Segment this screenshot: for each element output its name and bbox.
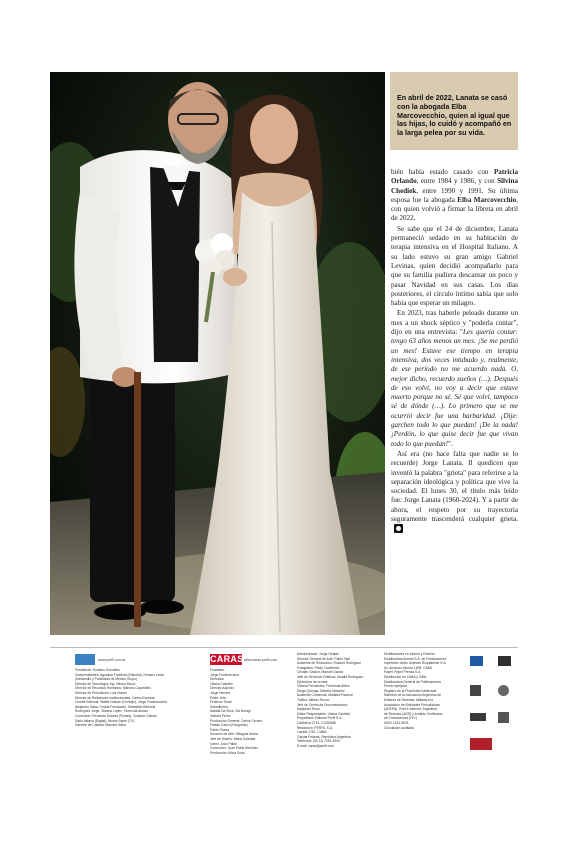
masthead-line: Editores de Revistas. Afiliada a la (384, 697, 433, 702)
masthead-line: Asistente Comercial: Mariana Pascual (297, 693, 353, 698)
masthead-line: (Desarrollo y Publicidad de Medios Grupo) (75, 677, 138, 682)
interview-quote: Les quería contar: tengo 63 años menos un mes. ¡Se me perdió un mes! Estuve ese tiempo en terapia intensiva, dos veces intubado y, realmente, de ese período no me acuerdo nada. O, mejor dicho, recuerdo sueños (…). Después de eso volví, no voy a decir que estuve muerto porque no sé. Sé que volví, tampoco sé de dónde (…). Lo primero que se me ocurrió decir fue una barbaridad. ¡Dije: garchen todo lo que puedan! ¡De la nada! ¡Perdón, lo que quise decir fue que vivan todo lo que puedan! (391, 328, 518, 448)
masthead-line: Distribuidora General de Publicaciones (384, 679, 441, 684)
masthead-line: de Circulaciones (IVC) (384, 716, 417, 721)
text-run: ". (447, 439, 453, 448)
masthead-line: Registro de la Propiedad Intelectual (384, 688, 437, 693)
masthead-line: California 2715, C1289ABI (297, 720, 337, 725)
name-silvina-chediek: Silvina Chediek (391, 177, 518, 195)
masthead-line: Lavalle 1751, CABA (297, 730, 327, 735)
masthead-line: Alejandro Saba, Cecilia Fernández, Sebastián Bertolini (75, 704, 156, 709)
masthead-line: Diego Quiroga, Mariela Sánchez (297, 688, 345, 693)
name-patricia-orlando: Patricia Orlando (391, 168, 518, 186)
caras-logo: CARAS (210, 654, 244, 664)
perfil-url: www.perfil.com.ar (98, 658, 126, 662)
masthead-line: Producción General: Carlos Cerone (210, 718, 263, 723)
article-paragraph-2: Se sabe que el 24 de diciembre, Lanata permaneció sedado en su habitación de terapia intensiva en el Hospital Italiano. A su lado estuvo su gran amigo Gabriel Levinas, quien decidió acompañarlo para que su familia pudiera descansar un poco y pasar Navidad en sus casas. Los días posteriores, el círculo íntimo sabía que solo había que esperar un milagro. (391, 224, 518, 308)
masthead-line: Federico Terán (210, 700, 232, 705)
masthead-line: Director de Relaciones Institucionales: Carlos Escarda (75, 695, 155, 700)
masthead-line: Subeditores: (210, 704, 229, 709)
masthead-line: Impresión: Artes Gráficas Rioplatense S.A. (384, 661, 447, 666)
photo-caption: En abril de 2022, Lanata se casó con la abogada Elba Marcovecchio, quien al igual que las hijas, lo cuidó y acompañó en la larga pelea por su vida. (397, 93, 512, 138)
masthead-line: Editor Jefe: (210, 695, 227, 700)
masthead-line: Asistente de Redacción: Rosana Rodríguez (297, 661, 361, 666)
masthead-line: Producción: Alicia Sosa (210, 750, 245, 755)
masthead-line: Director de Recursos Humanos: Marcelo Copaviello (75, 686, 151, 691)
masthead-column-2 (210, 668, 290, 755)
text-run: bién había estado casado con (391, 168, 494, 176)
masthead-line: Papel: Papel Prensa S.A. (384, 670, 422, 675)
masthead-line: Dario Aldana (Digital), Nueva Sanm (TV) (75, 718, 135, 723)
masthead-line: Circulación auditada (384, 725, 414, 730)
caras-url: www.caras.perfil.com (244, 658, 278, 662)
masthead-line: Director Adjunto: (210, 686, 235, 691)
masthead-line: Administrador: Jorge Giraldo (297, 652, 339, 656)
masthead-line: Distribuidores en Interior y Exterior: (384, 652, 436, 656)
verifier-logo-icon (498, 712, 509, 723)
article-body (391, 168, 518, 537)
masthead-line: Capital Federal, República Argentina (297, 734, 351, 739)
masthead-line: Liliana Castaño (210, 681, 233, 686)
masthead-divider (50, 647, 518, 648)
masthead-line: Jefe de Servicios Gráficos: Amalia Rodríguez (297, 674, 364, 679)
masthead-line: de Revistas (AER) y Instituto Verificador (384, 711, 443, 716)
wedding-photo-illustration (50, 72, 385, 635)
masthead-column-4 (384, 652, 466, 730)
masthead-line: Viviana Fernández, Fernanda Allers (297, 684, 350, 689)
text-run: En 2023, tras haberle peleado durante un mes a un shock séptico y "poderla contar", dijo en una entrevista: " (391, 309, 518, 337)
masthead-line: Cerini, Juan Pablo (210, 741, 237, 746)
masthead-line: Fundador: (210, 668, 226, 672)
end-of-article-icon (394, 524, 403, 533)
masthead-column-3 (297, 652, 377, 748)
article-paragraph-4 (391, 450, 518, 536)
masthead-line: ISSN 1234-5678 (384, 720, 409, 725)
adepa-logo-icon (470, 685, 481, 696)
text-run: , entre 1990 y 1991. Su última esposa fue la abogada (391, 186, 518, 204)
masthead-line: Fabián Calvo (Fotografía) (210, 723, 248, 728)
article-paragraph-3 (391, 309, 518, 448)
masthead-line: Fotógrafos: Pablo Cuarterolo (297, 665, 340, 670)
masthead-line: Solución de Arte: Milagros Ibarra (210, 732, 258, 737)
masthead-line: Presidente: Gustavo González (75, 668, 120, 672)
masthead-line: Jorge Herrera (210, 690, 231, 695)
masthead-line: Distribución en CABA y GBA: (384, 674, 427, 679)
masthead-line: Precio ejemplar: (384, 684, 408, 689)
masthead-line: Comité Editorial: Walter Galván (Consejo), Jorge Fontevecchia (75, 700, 167, 705)
aer-logo-icon (470, 656, 483, 666)
masthead-line: Alejandro Roca (297, 707, 320, 712)
masthead-line: Distribuidora Austral S.A. de Publicaciones (384, 656, 447, 661)
masthead-line: (ADEPA). Print & Internet: Argentina (384, 707, 437, 712)
masthead-line: Miembro de la Asociación Argentina de (384, 693, 441, 698)
masthead-line: Propietaria: Editorial Perfil S.A. (297, 716, 343, 721)
masthead-line: Director General de Arte: Pablo Tatti (297, 656, 350, 661)
masthead-line: E-mail: caras@perfil.com (297, 743, 334, 748)
masthead-line: Teléfonos: (54 11) 7091-4900 (297, 739, 340, 744)
association-logo-icon (470, 713, 486, 721)
perfil-logo-icon (75, 654, 95, 665)
masthead-line: Natalia Da Silva, Sol Boragi (210, 709, 251, 714)
masthead-line: Comercial: Fernanda Dolores (Pymes), Gustavo Galvan (75, 713, 157, 718)
perfil-group-logo-icon (470, 738, 492, 750)
masthead-line: Director de Tecnología: Ing. Héctor Mucci (75, 681, 136, 686)
masthead-line: Redacción: PERFIL S.A. (297, 725, 333, 730)
masthead-line: Editor Responsable: Liliana Castaño (297, 711, 351, 716)
text-run: Así era (no hace falta que nadie se lo recuerde) Jorge Lanata. Il quedicen que inventó la palabra "grieta" para referirse a la separación ideológica y política que vive la sociedad. El lunes 30, el título más leído fue: Jorge Lanata (1960-2024). Y a partir de ahora, el respeto por su trayectoria seguramente trascenderá cualquier grieta. (391, 449, 518, 523)
ivc-logo-icon (498, 656, 511, 666)
masthead-line: Victoria Pérez (210, 713, 231, 718)
masthead-line: Rodríguez Jorge, Silvana Lopez, Florencia Alonso (75, 709, 149, 714)
text-run: , con quien volvió a firmar la libreta en abril de 2022. (391, 195, 518, 223)
masthead-line: Jorge Fontevecchia (210, 672, 239, 677)
seal-logo-icon (498, 685, 509, 696)
masthead-line: Vicepresidentes: Agustina Fontenla (Editorial), Horacio Lesta (75, 672, 164, 677)
masthead-line: Ejecutivos de ventas: (297, 679, 329, 684)
masthead-line: Directora: (210, 677, 225, 682)
masthead-line: Av. Amancio Alcorta 1695, CABA (384, 665, 433, 670)
name-elba-marcovecchio: Elba Marcovecchio (457, 195, 517, 204)
wedding-photo (50, 72, 385, 635)
text-run: , entre 1984 y 1986, y con (416, 177, 498, 186)
masthead-line: Pablo Giunta (210, 727, 230, 732)
masthead-line: Cristian Gastón, Manuel Garcia (297, 670, 343, 675)
masthead-line: Gerente de Calidad: Marcelo Saba (75, 723, 126, 728)
masthead-column-1 (75, 668, 200, 728)
masthead-line: Director de Periodismo: Luis Nunes (75, 690, 127, 695)
masthead-line: Jefe de Centro de Documentación: (297, 702, 348, 707)
masthead-line: Tráfico: Alfredo Rocco (297, 697, 330, 702)
masthead-line: Asociación de Entidades Periodísticas (384, 702, 440, 707)
article-paragraph-1 (391, 168, 518, 224)
masthead-line: Corrección: Juan Pablo Martínez (210, 746, 259, 751)
masthead-line: Jefe de Diseño: María Soledad (210, 736, 256, 741)
